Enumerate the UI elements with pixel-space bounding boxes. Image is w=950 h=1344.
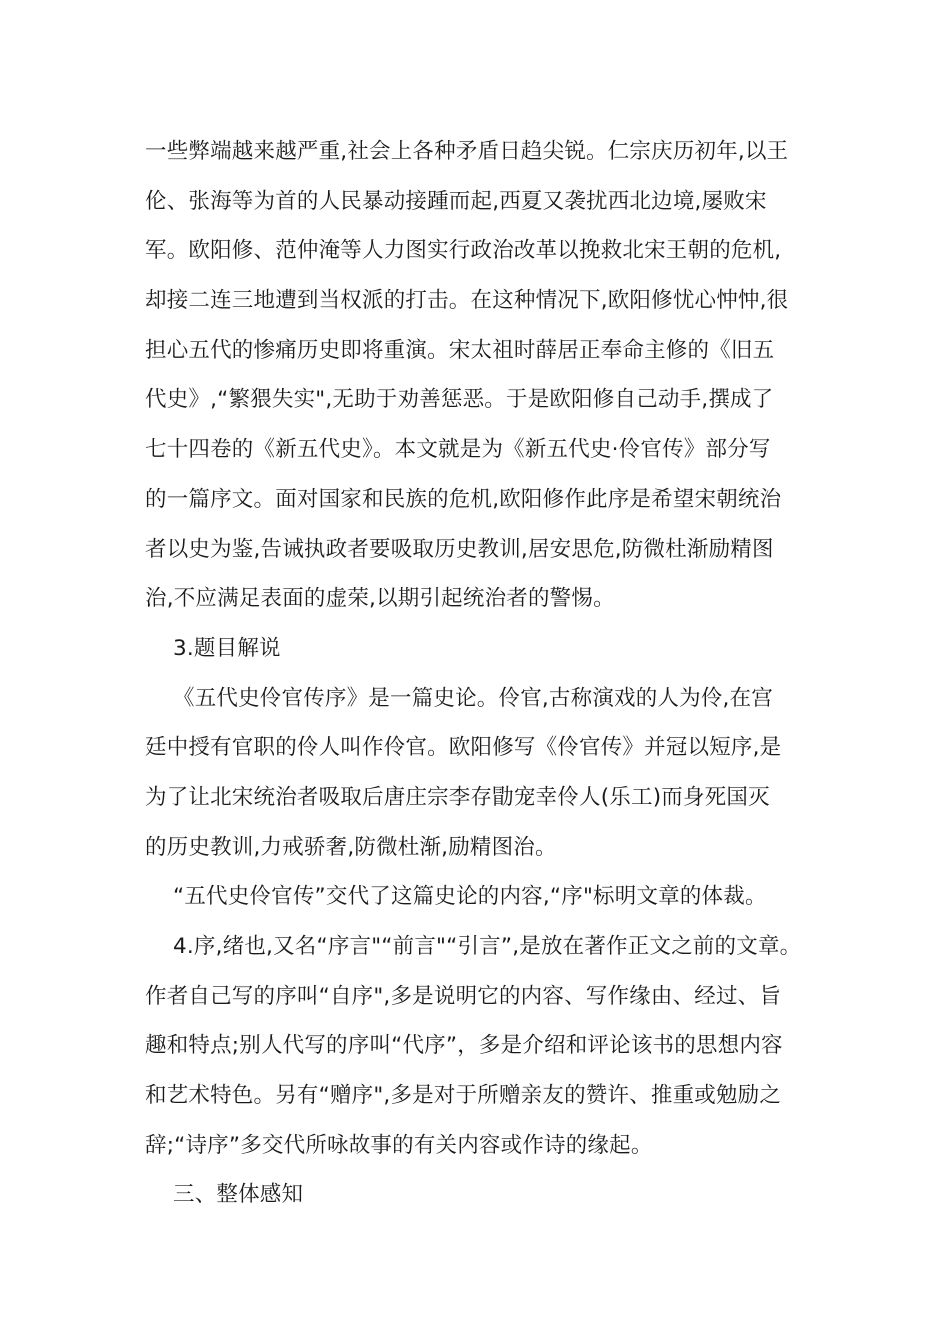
paragraph-line: “五代史伶官传”交代了这篇史论的内容,“序"标明文章的体裁。	[173, 884, 767, 910]
paragraph-line: 者以史为鉴,告诫执政者要吸取历史教训,居安思危,防微杜渐励精图	[145, 536, 774, 562]
paragraph-line: 和艺术特色。另有“赠序",多是对于所赠亲友的赞许、推重或勉励之	[145, 1083, 782, 1109]
paragraph-line: 伦、张海等为首的人民暴动接踵而起,西夏又袭扰西北边境,屡败宋	[145, 188, 767, 214]
paragraph-line: 一些弊端越来越严重,社会上各种矛盾日趋尖锐。仁宗庆历初年,以王	[145, 139, 789, 164]
paragraph-line: 七十四卷的《新五代史》。本文就是为《新五代史·伶官传》部分写	[145, 437, 771, 463]
paragraph-line: 的历史教训,力戒骄奢,防微杜渐,励精图治。	[145, 834, 557, 860]
paragraph-line: 军。欧阳修、范仲淹等人力图实行政治改革以挽救北宋王朝的危机,	[145, 238, 782, 264]
paragraph-line: 辞;“诗序”多交代所咏故事的有关内容或作诗的缘起。	[145, 1132, 653, 1158]
paragraph-line: 却接二连三地遭到当权派的打击。在这种情况下,欧阳修忧心忡忡,很	[145, 288, 789, 314]
paragraph-line: 担心五代的惨痛历史即将重演。宋太祖时薛居正奉命主修的《旧五	[145, 337, 775, 363]
paragraph-line: 为了让北宋统治者吸取后唐庄宗李存勖宠幸伶人(乐工)而身死国灭	[145, 784, 770, 810]
paragraph-line: 作者自己写的序叫“自序",多是说明它的内容、写作缘由、经过、旨	[145, 983, 782, 1009]
paragraph-line: 治,不应满足表面的虚荣,以期引起统治者的警惕。	[145, 586, 615, 612]
paragraph-line: 趣和特点;别人代写的序叫“代序”，多是介绍和评论该书的思想内容	[145, 1033, 783, 1059]
paragraph-line: 的一篇序文。面对国家和民族的危机,欧阳修作此序是希望宋朝统治	[145, 486, 782, 512]
section-heading: 三、整体感知	[173, 1182, 304, 1208]
paragraph-line: 《五代史伶官传序》是一篇史论。伶官,古称演戏的人为伶,在宫	[173, 685, 773, 711]
paragraph-line: 4.序,绪也,又名“序言"“前言"“引言”,是放在著作正文之前的文章。	[173, 934, 802, 959]
section-heading: 3.题目解说	[173, 635, 281, 661]
paragraph-line: 廷中授有官职的伶人叫作伶官。欧阳修写《伶官传》并冠以短序,是	[145, 735, 782, 761]
document-body	[145, 127, 817, 1220]
paragraph-line: 代史》,“繁猥失实",无助于劝善惩恶。于是欧阳修自己动手,撰成了	[145, 387, 774, 413]
